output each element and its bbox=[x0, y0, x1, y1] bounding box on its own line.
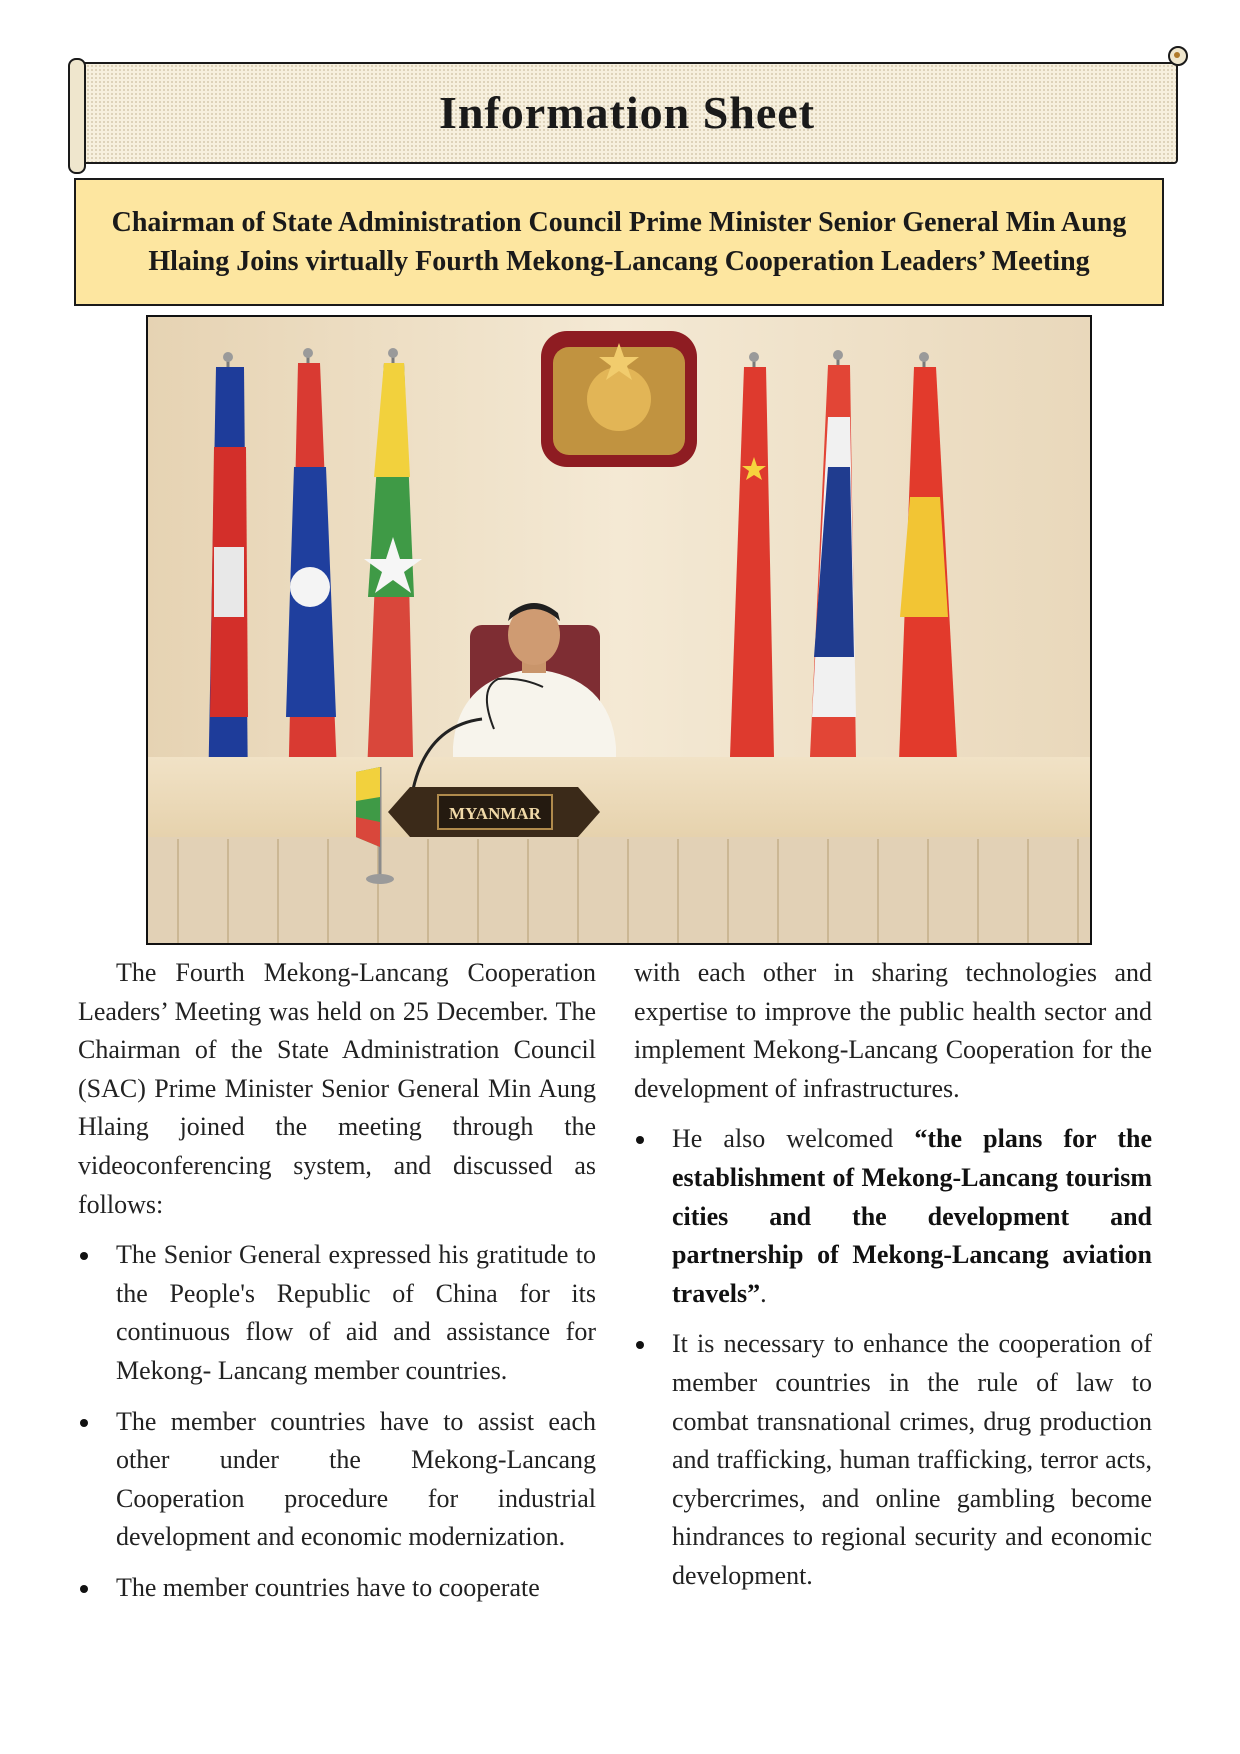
column-right bbox=[634, 954, 1152, 1596]
bullet-item bbox=[78, 1236, 596, 1390]
table-top bbox=[148, 757, 1090, 837]
bullet-text: The Senior General expressed his gratitude to the People's Republic of China for its continuous flow of aid and assistance for Mekong- Lancang member countries. bbox=[116, 1240, 596, 1385]
scroll-curl-right bbox=[1168, 46, 1188, 66]
headline-text: Chairman of State Administration Council Prime Minister Senior General Min Aung Hlaing Joins virtually Fourth Mekong-Lancang Cooperation Leaders’ Meeting bbox=[111, 207, 1127, 277]
meeting-photo-illustration bbox=[148, 317, 1090, 943]
bullet-text-bold: “the plans for the establishment of Mekong-Lancang tourism cities and the development and partnership of Mekong-Lancang aviation travels” bbox=[672, 1124, 1153, 1308]
bullet-text: The member countries have to assist each other under the Mekong-Lancang Cooperation procedure for industrial development and economic modernization. bbox=[116, 1406, 596, 1552]
headline-box bbox=[74, 178, 1164, 306]
bullet-text: The member countries have to cooperate bbox=[116, 1572, 540, 1602]
intro-paragraph: The Fourth Mekong-Lancang Cooperation Leaders’ Meeting was held on 25 December. The Chairman of the State Administration Council (SAC) Prime Minister Senior General Min Aung Hlaing joined the meeting through the videoconferencing system, and discussed as follows: bbox=[78, 958, 596, 1219]
title-banner bbox=[76, 62, 1178, 164]
bullet-dot-icon bbox=[80, 1419, 88, 1427]
page-title: Information Sheet bbox=[438, 87, 816, 138]
nameplate-text: MYANMAR bbox=[449, 804, 541, 823]
nameplate bbox=[388, 787, 600, 837]
bullet-text: It is necessary to enhance the cooperation of member countries in the rule of law to combat transnational crimes, drug production and trafficking, human trafficking, terror acts, cybercrimes, and online gambling become hindrances to regional security and economic development. bbox=[672, 1329, 1152, 1590]
meeting-photo bbox=[146, 315, 1092, 945]
bullet-dot-icon bbox=[636, 1341, 644, 1349]
bullet-item bbox=[78, 1569, 596, 1608]
bullet-text-suffix: . bbox=[760, 1278, 767, 1308]
column-left bbox=[78, 954, 596, 1608]
state-emblem-icon bbox=[541, 331, 697, 467]
bullet-item bbox=[634, 1120, 1152, 1313]
bullet-text-prefix: He also welcomed bbox=[672, 1124, 915, 1154]
person-seated-icon bbox=[453, 603, 616, 775]
bullet-list-right bbox=[634, 1120, 1152, 1595]
bullet-item bbox=[78, 1403, 596, 1557]
bullet-dot-icon bbox=[80, 1252, 88, 1260]
table-skirt bbox=[148, 837, 1090, 943]
bullet-dot-icon bbox=[636, 1136, 644, 1144]
bullet-item bbox=[634, 1325, 1152, 1595]
bullet-continuation: with each other in sharing technologies and expertise to improve the public health sector and implement Mekong-Lancang Cooperation for the development of infrastructures. bbox=[634, 958, 1152, 1103]
bullet-dot-icon bbox=[80, 1585, 88, 1593]
bullet-list-left bbox=[78, 1236, 596, 1607]
